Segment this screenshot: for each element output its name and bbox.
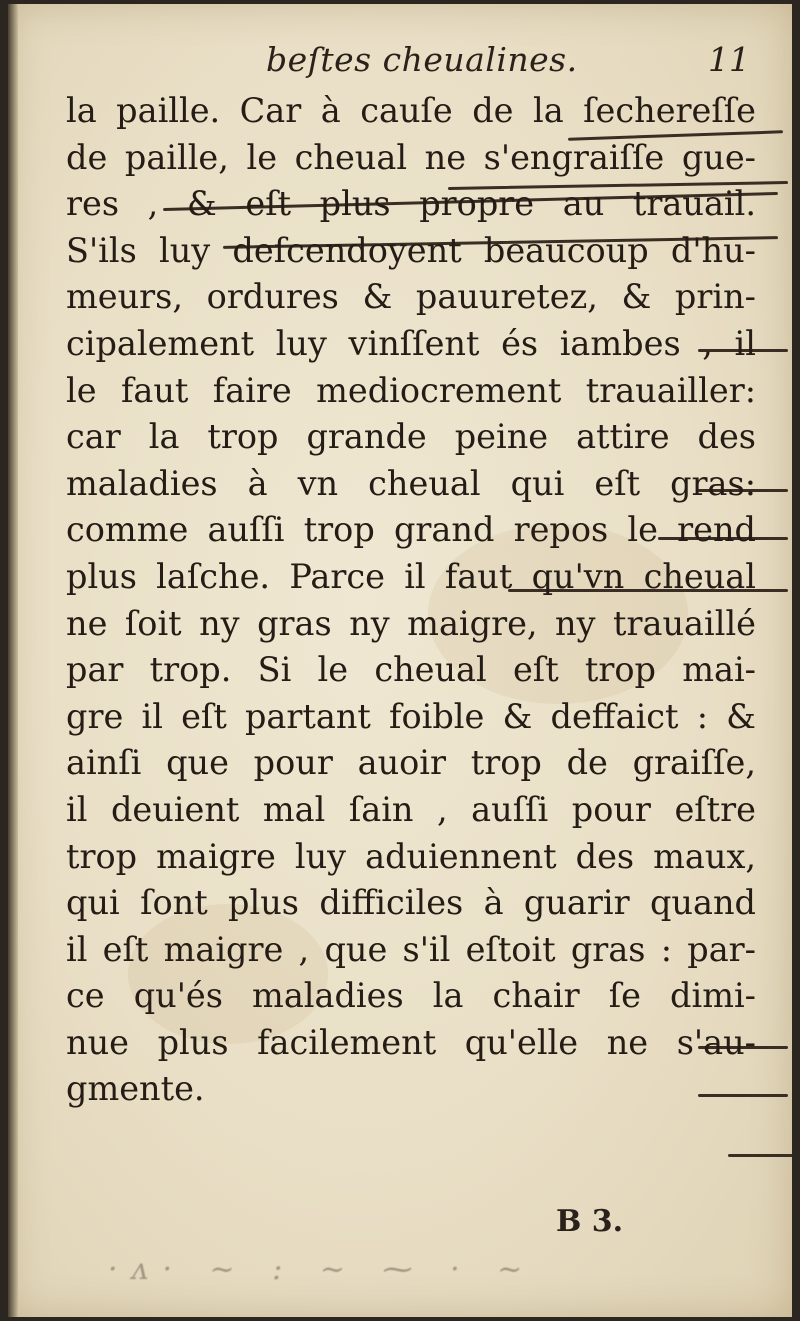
- text-line: ne ſoit ny gras ny maigre, ny trauaillé: [66, 603, 756, 643]
- page-gutter-edge: [8, 4, 18, 1317]
- ink-underline: [728, 1154, 792, 1157]
- body-text: [66, 88, 756, 1113]
- text-line: gre il eſt partant foible & deffaict : &: [66, 696, 756, 736]
- text-line: res , & eſt plus propre au trauail.: [66, 184, 756, 224]
- text-line: qui ſont plus difficiles à guarir quand: [66, 883, 756, 923]
- text-line: par trop. Si le cheual eſt trop mai-: [66, 650, 756, 690]
- text-line: cipalement luy vinſſent és iambes , il: [66, 323, 756, 363]
- running-head: [8, 40, 792, 90]
- text-line: gmente.: [66, 1069, 205, 1109]
- text-line: la paille. Car à cauſe de la ſechereſſe: [66, 91, 756, 130]
- text-line: le faut faire mediocrement trauailler:: [66, 370, 756, 410]
- text-line: ce qu'és maladies la chair ſe dimi-: [66, 976, 756, 1016]
- running-title: beſtes cheualines.: [266, 40, 578, 79]
- text-line: comme auſſi trop grand repos le rend: [66, 510, 756, 550]
- page-number: 11: [708, 40, 750, 79]
- book-page: [8, 4, 792, 1317]
- text-line: il deuient mal ſain , auſſi pour eſtre: [66, 789, 756, 829]
- text-line: ainſi que pour auoir trop de graiſſe,: [66, 743, 756, 783]
- signature-mark: B 3.: [556, 1204, 624, 1239]
- text-line: il eſt maigre , que s'il eſtoit gras : par-: [66, 929, 756, 969]
- text-line: maladies à vn cheual qui eſt gras:: [66, 463, 756, 503]
- text-line: de paille, le cheual ne s'engraiſſe gue-: [66, 137, 756, 177]
- text-line: trop maigre luy aduiennent des maux,: [66, 836, 756, 876]
- text-line: nue plus facilement qu'elle ne s'au-: [66, 1022, 756, 1062]
- text-line: plus laſche. Parce il faut qu'vn cheual: [66, 556, 756, 596]
- show-through-text: ·ᴧ· ~ : ~ ⁓ · ~: [108, 1252, 537, 1287]
- text-line: car la trop grande peine attire des: [66, 417, 756, 457]
- text-line: meurs, ordures & pauuretez, & prin-: [66, 277, 756, 317]
- text-line: S'ils luy deſcendoyent beaucoup d'hu-: [66, 230, 756, 270]
